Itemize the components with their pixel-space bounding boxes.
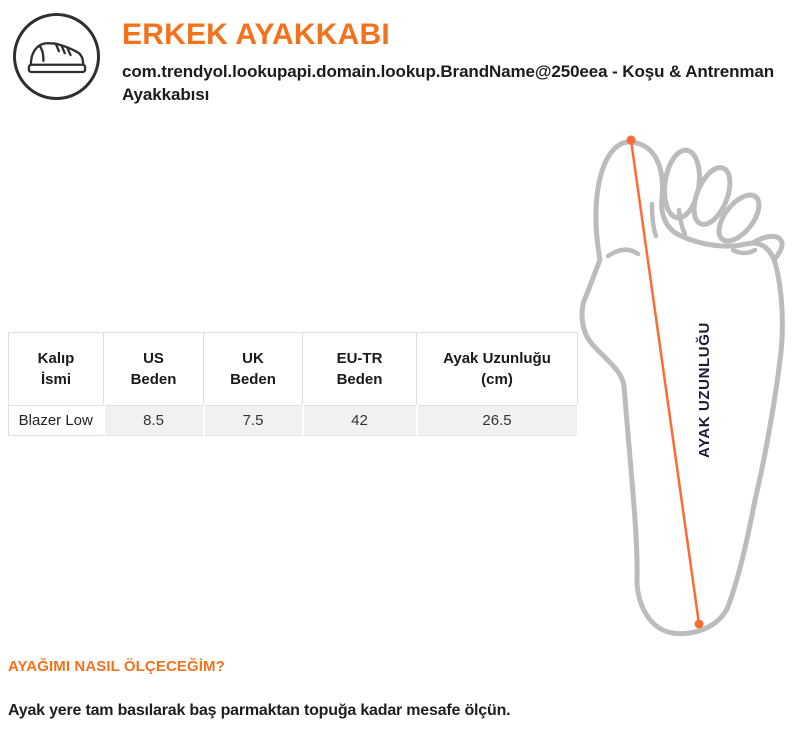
column-header-us-beden: US Beden (104, 333, 204, 406)
column-header-uk-beden: UK Beden (204, 333, 303, 406)
table-row (9, 406, 578, 436)
cell-eu-tr-beden: 42 (303, 406, 417, 436)
cell-ayak-uzunlugu: 26.5 (417, 406, 578, 436)
foot-measurement-diagram (578, 132, 788, 637)
column-header-ayak-uzunlugu: Ayak Uzunluğu (cm) (417, 333, 578, 406)
sneaker-icon (26, 34, 88, 80)
column-header-kalip-ismi: Kalıp İsmi (9, 333, 104, 406)
cell-us-beden: 8.5 (104, 406, 204, 436)
foot-length-label: AYAK UZUNLUĞU (696, 322, 713, 458)
size-table (8, 332, 579, 436)
column-header-eu-tr-beden: EU-TR Beden (303, 333, 417, 406)
how-to-measure-heading: AYAĞIMI NASIL ÖLÇECEĞİM? (8, 658, 225, 675)
shoe-logo-circle (13, 13, 100, 100)
cell-kalip-ismi: Blazer Low (9, 406, 104, 436)
cell-uk-beden: 7.5 (204, 406, 303, 436)
page-subtitle: com.trendyol.lookupapi.domain.lookup.BrandName@250eea - Koşu & Antrenman Ayakkabısı (122, 62, 775, 104)
page-title: ERKEK AYAKKABI (122, 18, 390, 51)
size-table-header-row (9, 333, 578, 406)
how-to-measure-text: Ayak yere tam basılarak baş parmaktan topuğa kadar mesafe ölçün. (8, 702, 511, 719)
